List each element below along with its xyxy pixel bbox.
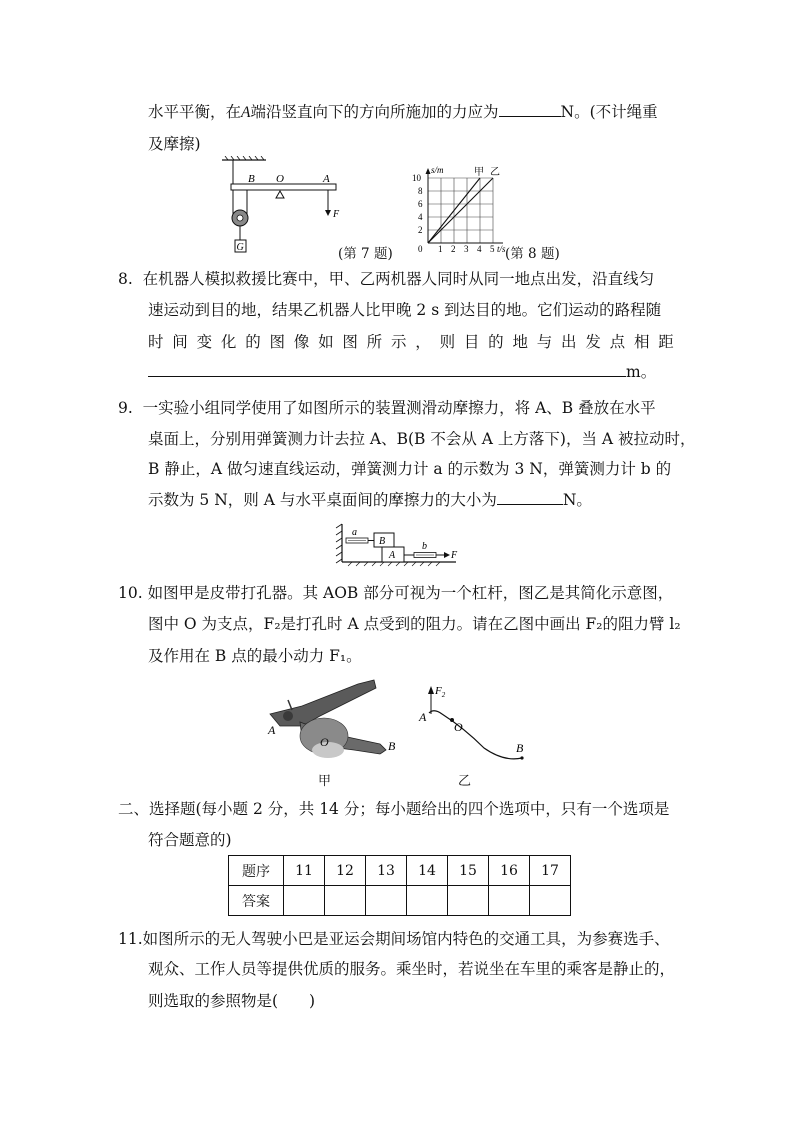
answer-cell[interactable] xyxy=(284,886,325,916)
answer-cell[interactable] xyxy=(366,886,407,916)
answer-table-number: 11 xyxy=(284,856,325,886)
q8-line3-char: 示 xyxy=(390,333,407,351)
chart8-x-tick-label: 0 xyxy=(418,244,423,254)
q8-line3-char: 如 xyxy=(318,333,334,351)
q8-line3-char: 发 xyxy=(585,333,601,351)
answer-cell[interactable] xyxy=(448,886,489,916)
fig7-label-o: O xyxy=(276,173,284,185)
chart8-y-tick-label: 2 xyxy=(418,225,423,235)
fig7-label-a: A xyxy=(323,173,330,185)
answer-table-number: 12 xyxy=(325,856,366,886)
fig7-caption: (第 7 题) xyxy=(338,246,393,262)
fig7-label-f: F xyxy=(333,209,340,220)
q8-line3-char: 与 xyxy=(536,333,553,351)
q8-line3-char: ， xyxy=(415,333,431,351)
fig10-yi-label-b: B xyxy=(516,741,524,755)
fig8-caption: (第 8 题) xyxy=(505,246,560,262)
q11-line1: 11.如图所示的无人驾驶小巴是亚运会期间场馆内特色的交通工具，为参赛选手、 xyxy=(118,930,670,948)
fig10-jia-label-b: B xyxy=(388,739,396,753)
q9-line4: 示数为 5 N，则 A 与水平桌面间的摩擦力的大小为 N。 xyxy=(148,491,592,509)
chart8-legend-label: 乙 xyxy=(490,167,500,178)
answer-table-row-answers xyxy=(229,886,571,916)
chart8-x-tick-label: 2 xyxy=(451,244,456,254)
q7-text-line2: 及摩擦) xyxy=(148,135,201,153)
q9-line2: 桌面上，分别用弹簧测力计去拉 A、B(B 不会从 A 上方落下)，当 A 被拉动时， xyxy=(148,430,696,448)
q8-line3-char: 相 xyxy=(633,333,650,351)
figure-10-jia-hole-punch xyxy=(262,676,412,786)
fig10-jia-label-o: O xyxy=(320,735,329,749)
q8-line3-char: 图 xyxy=(342,333,358,351)
chart8-x-tick-label: 1 xyxy=(438,244,443,254)
q8-line3-char: 距 xyxy=(658,333,674,351)
answer-cell[interactable] xyxy=(530,886,571,916)
fig10-yi-label-f2: $F_2$ xyxy=(435,685,446,699)
chart8-legend-label: 甲 xyxy=(474,167,484,178)
q7-text-line1: 水平平衡，在A端沿竖直向下的方向所施加的力应为 N。(不计绳重 xyxy=(148,103,658,121)
section2-heading-line1: 二、选择题(每小题 2 分，共 14 分；每小题给出的四个选项中，只有一个选项是 xyxy=(118,800,670,818)
chart8-series-line xyxy=(428,178,493,243)
figure-9-friction-setup xyxy=(334,518,464,568)
q7-answer-blank[interactable] xyxy=(499,102,561,117)
fig7-label-b: B xyxy=(248,173,255,185)
answer-table xyxy=(228,855,571,916)
fig9-label-b-meter: b xyxy=(422,541,427,552)
chart8-y-tick-label: 8 xyxy=(418,186,423,196)
q11-line3: 则选取的参照物是( ) xyxy=(148,992,316,1010)
q8-answer-blank[interactable] xyxy=(148,362,626,377)
chart8-y-arrow xyxy=(426,168,431,174)
answer-table-number: 13 xyxy=(366,856,407,886)
q8-line3-char: 地 xyxy=(512,333,528,351)
chart8-y-tick-label: 6 xyxy=(418,199,423,209)
q8-line3-char: 的 xyxy=(488,333,504,351)
q9-answer-blank[interactable] xyxy=(497,490,563,505)
q8-line3-char: 图 xyxy=(269,333,285,351)
fig10-yi-caption: 乙 xyxy=(458,774,472,789)
fig9-label-block-a: A xyxy=(389,550,396,561)
answer-table-label-answer: 答案 xyxy=(229,886,284,916)
q8-line3-char: 间 xyxy=(172,333,188,351)
figure-10-yi-lever-diagram xyxy=(412,680,537,770)
chart8-x-tick-label: 5 xyxy=(490,244,495,254)
q8-line3 xyxy=(148,331,674,353)
q8-line3-char: 目 xyxy=(463,333,480,351)
q8-line3-char: 变 xyxy=(196,333,213,351)
fig10-jia-caption: 甲 xyxy=(318,774,332,789)
chart8-x-tick-label: 3 xyxy=(464,244,469,254)
q8-line3-char: 所 xyxy=(366,333,383,351)
q8-line2: 速运动到目的地，结果乙机器人比甲晚 2 s 到达目的地。它们运动的路程随 xyxy=(148,301,662,319)
q8-line4: m。 xyxy=(148,361,656,383)
q8-line3-char: 点 xyxy=(609,333,626,351)
figure-8-chart xyxy=(400,160,510,260)
q8-line1: 8. 在机器人模拟救援比赛中，甲、乙两机器人同时从同一地点出发，沿直线匀 xyxy=(118,270,655,288)
q11-line2: 观众、工作人员等提供优质的服务。乘坐时，若说坐在车里的乘客是静止的， xyxy=(148,960,676,978)
fig9-label-a-meter: a xyxy=(352,527,357,538)
answer-cell[interactable] xyxy=(325,886,366,916)
answer-table-number: 14 xyxy=(407,856,448,886)
answer-table-row-numbers xyxy=(229,856,571,886)
q8-line3-char: 时 xyxy=(148,333,164,351)
q8-line3-char: 出 xyxy=(561,333,577,351)
q8-line3-char: 则 xyxy=(439,333,456,351)
chart8-y-tick-label: 10 xyxy=(412,173,421,183)
chart8-x-axis-label: t/s xyxy=(497,244,506,254)
chart8-y-axis-label: s/m xyxy=(431,165,444,175)
figure-7-lever xyxy=(222,156,352,260)
q10-line2: 图中 O 为支点，F₂是打孔时 A 点受到的阻力。请在乙图中画出 F₂的阻力臂 l₂ xyxy=(148,615,681,633)
q9-line3: B 静止，A 做匀速直线运动，弹簧测力计 a 的示数为 3 N，弹簧测力计 b 的 xyxy=(148,460,672,478)
q8-line3-char: 像 xyxy=(293,333,310,351)
answer-cell[interactable] xyxy=(489,886,530,916)
q8-line3-char: 化 xyxy=(220,333,237,351)
chart8-x-tick-label: 4 xyxy=(477,244,482,254)
fig10-jia-label-a: A xyxy=(268,723,276,737)
answer-table-number: 16 xyxy=(489,856,530,886)
q9-line1: 9. 一实验小组同学使用了如图所示的装置测滑动摩擦力，将 A、B 叠放在水平 xyxy=(118,399,656,417)
fig9-label-block-b: B xyxy=(379,536,386,547)
answer-table-label-number: 题序 xyxy=(229,856,284,886)
fig10-yi-label-a: A xyxy=(419,710,427,724)
q10-line1: 10. 如图甲是皮带打孔器。其 AOB 部分可视为一个杠杆，图乙是其简化示意图， xyxy=(118,584,674,602)
q10-line3: 及作用在 B 点的最小动力 F₁。 xyxy=(148,647,362,665)
answer-table-number: 17 xyxy=(530,856,571,886)
q8-line3-char: 的 xyxy=(245,333,261,351)
chart8-y-tick-label: 4 xyxy=(418,212,423,222)
answer-cell[interactable] xyxy=(407,886,448,916)
fig7-label-g: G xyxy=(236,242,244,253)
fig9-label-f: F xyxy=(451,550,458,561)
section2-heading-line2: 符合题意的) xyxy=(148,831,232,849)
fig10-yi-label-o: O xyxy=(454,720,463,734)
answer-table-number: 15 xyxy=(448,856,489,886)
